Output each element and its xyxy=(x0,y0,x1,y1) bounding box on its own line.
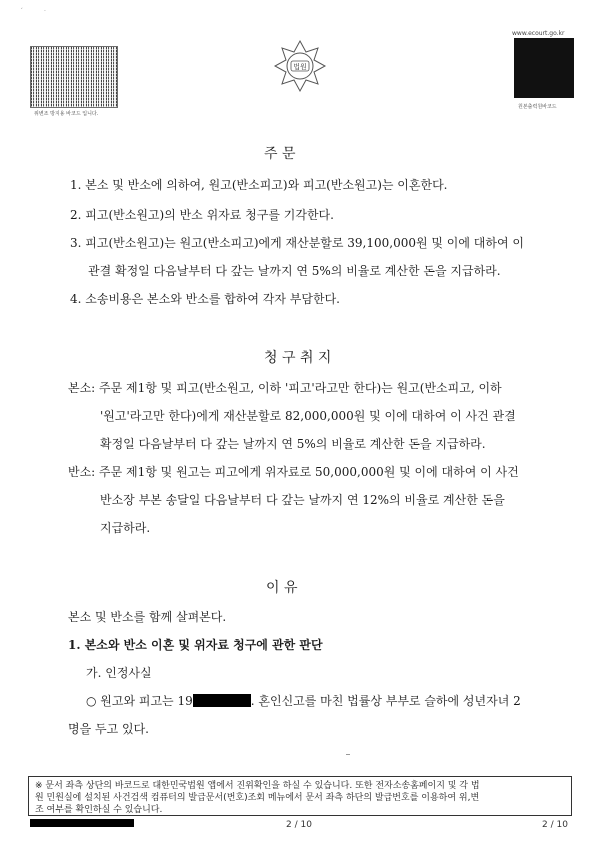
notice-line: 원 민원실에 설치된 사건검색 컴퓨터의 발급문서(번호)조회 메뉴에서 문서 좌측 하단의 발급번호를 이용하여 위,변 xyxy=(35,793,480,803)
order-item-4: 4. 소송비용은 본소와 반소를 합하여 각자 부담한다. xyxy=(70,292,340,306)
claim-counter-line-3: 지급하라. xyxy=(100,521,151,535)
anti-forgery-barcode xyxy=(30,46,118,108)
verification-notice xyxy=(28,776,572,816)
facts-line-1-prefix: ○ 원고와 피고는 19 xyxy=(86,694,193,708)
page-number-right: 2 / 10 xyxy=(542,820,568,830)
scan-dash xyxy=(346,754,350,755)
facts-line-2: 명을 두고 있다. xyxy=(68,722,149,736)
order-title: 주 문 xyxy=(264,146,296,162)
claim-counter-line-2: 반소장 부본 송달일 다음날부터 다 갚는 날까지 연 12%의 비율로 계산한 돈을 xyxy=(100,493,505,507)
claim-main-line-1: 본소: 주문 제1항 및 피고(반소원고, 이하 '피고'라고만 한다)는 원고(반소피고, 이하 xyxy=(68,381,502,395)
claim-main-line-2: '원고'라고만 한다)에게 재산분할로 82,000,000원 및 이에 대하여 이 사건 관결 xyxy=(100,409,516,423)
qr-caption: 원본출력원바코드 xyxy=(518,104,557,110)
facts-line-1 xyxy=(86,692,521,709)
order-item-3-cont: 관결 확정일 다음날부터 다 갚는 날까지 연 5%의 비율로 계산한 돈을 지급하라. xyxy=(88,264,501,278)
scan-mark: ´ xyxy=(20,8,23,15)
redaction xyxy=(193,694,251,707)
page-number: 2 / 10 xyxy=(286,820,312,830)
original-output-barcode xyxy=(514,38,574,98)
barcode-caption: 위변조 방지용 바코드 입니다. xyxy=(34,111,99,117)
reason-subtitle: 1. 본소와 반소 이혼 및 위자료 청구에 관한 판단 xyxy=(68,638,323,652)
seal-text: 법원 xyxy=(293,63,307,71)
facts-label: 가. 인정사실 xyxy=(86,666,152,680)
notice-line: ※ 문서 좌측 상단의 바코드로 대한민국법원 앱에서 진위확인을 하실 수 있습니다. 또한 전자소송홈페이지 및 각 법 xyxy=(35,781,480,791)
court-url: www.ecourt.go.kr xyxy=(512,30,565,37)
scan-mark: · xyxy=(44,8,46,15)
reason-intro: 본소 및 반소를 함께 살펴본다. xyxy=(68,610,227,624)
notice-line: 조 여부를 확인하실 수 있습니다. xyxy=(35,805,163,815)
court-seal-icon xyxy=(272,38,328,94)
order-item-3: 3. 피고(반소원고)는 원고(반소피고)에게 재산분할로 39,100,000원 및 이에 대하여 이 xyxy=(70,236,524,250)
claim-main-line-3: 확정일 다음날부터 다 갚는 날까지 연 5%의 비율로 계산한 돈을 지급하라. xyxy=(100,437,486,451)
order-item-1: 1. 본소 및 반소에 의하여, 원고(반소피고)와 피고(반소원고)는 이혼한다. xyxy=(70,178,448,192)
order-item-2: 2. 피고(반소원고)의 반소 위자료 청구를 기각한다. xyxy=(70,208,334,222)
issue-number-redaction xyxy=(30,819,134,827)
claim-counter-line-1: 반소: 주문 제1항 및 원고는 피고에게 위자료로 50,000,000원 및 이에 대하여 이 사건 xyxy=(68,465,519,479)
claim-title: 청 구 취 지 xyxy=(264,350,332,366)
facts-line-1-suffix: . 혼인신고를 마친 법률상 부부로 슬하에 성년자녀 2 xyxy=(250,694,521,708)
reason-title: 이 유 xyxy=(266,580,298,596)
